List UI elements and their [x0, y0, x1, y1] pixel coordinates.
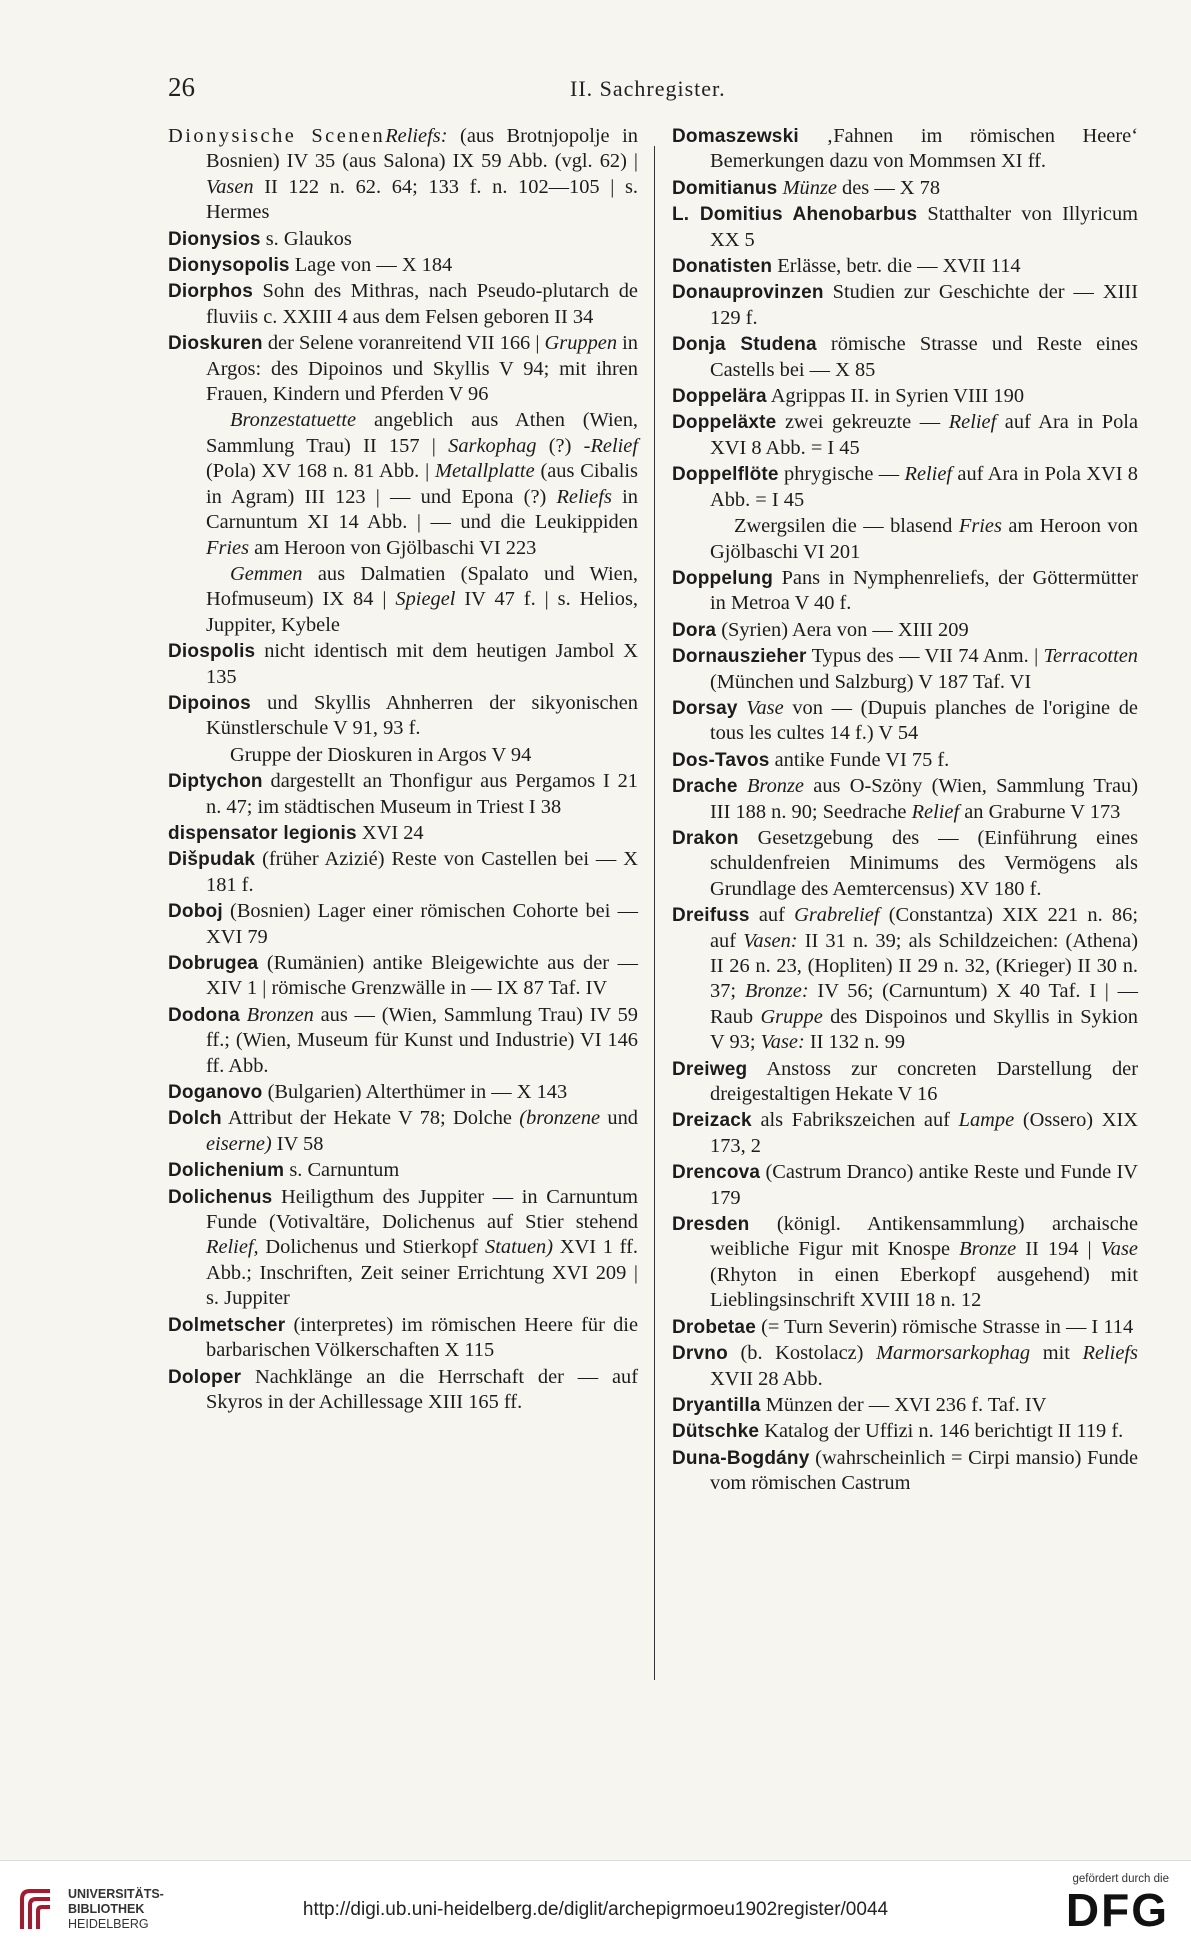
index-entry — [672, 1419, 1138, 1444]
entry-text: II 132 n. 99 — [804, 1031, 906, 1054]
entry-headword: Donauprovinzen — [672, 282, 824, 304]
index-entry — [672, 332, 1138, 383]
entry-text: am Heroon von Gjölbaschi VI 223 — [249, 536, 537, 559]
index-entry — [672, 566, 1138, 617]
index-entry — [672, 176, 1138, 201]
entry-text — [240, 1004, 247, 1026]
entry-headword: Dobrugea — [168, 953, 259, 974]
entry-text: des — X 78 — [836, 176, 941, 199]
entry-text: Erlässe, betr. die — XVII 114 — [772, 255, 1021, 278]
index-entry — [168, 1185, 638, 1312]
entry-text-italic: Münze — [782, 176, 837, 199]
entry-text: II 31 n. 39; als Schildzeichen: (Athena) II 26 n. 23, (Hopliten) II 29 n. 32, (Krieger) II 30 n. 37; — [710, 929, 1139, 1003]
entry-text: Anstoss zur concreten Darstellung der dreigestaltigen Hekate V 16 — [710, 1057, 1138, 1106]
index-entry — [168, 1003, 638, 1079]
entry-text: aus — (Wien, Sammlung Trau) IV 59 ff.; (Wien, Museum für Kunst und Industrie) VI 146 ff. Abb. — [206, 1003, 638, 1077]
entry-headword: Doppelära — [672, 386, 767, 408]
entry-text: phrygische — — [778, 463, 905, 486]
entry-text: Sohn des Mithras, nach Pseudo-plutarch de fluviis c. XXIII 4 aus dem Felsen geboren II 34 — [206, 280, 638, 328]
entry-text: (Bosnien) Lager einer römischen Cohorte bei — XVI 79 — [206, 900, 638, 948]
entry-headword: Drakon — [672, 827, 739, 849]
entry-headword: L. Domitius Ahenobarbus — [672, 204, 918, 226]
index-entry — [672, 384, 1138, 409]
entry-text: (Rhyton in einen Eberkopf ausgehend) mit Lieblingsinschrift XVIII 18 n. 12 — [710, 1263, 1138, 1312]
entry-text: (Bulgarien) Alterthümer in — X 143 — [262, 1081, 568, 1104]
entry-text: XVI 1 ff. Abb.; Inschriften, Zeit seiner Errichtung XVI 209 | s. Juppiter — [206, 1236, 638, 1310]
index-entry — [672, 1315, 1138, 1340]
index-entry — [168, 408, 638, 560]
entry-text-italic: Vasen: — [743, 929, 798, 952]
entry-headword: Diospolis — [168, 641, 256, 663]
entry-headword: Doganovo — [168, 1082, 263, 1104]
entry-text: angeblich aus Athen (Wien, Sammlung Trau) II 157 | — [206, 409, 638, 457]
entry-headword: Dipoinos — [168, 692, 251, 714]
index-entry — [672, 1108, 1138, 1159]
entry-text-italic: Metallplatte — [434, 460, 535, 483]
entry-headword: Dresden — [672, 1214, 750, 1236]
entry-headword: Drobetae — [672, 1316, 756, 1338]
entry-text: IV 58 — [271, 1132, 324, 1155]
entry-text: Katalog der Uffizi n. 146 berichtigt II 119 f. — [759, 1420, 1124, 1443]
entry-text-italic: Gruppen — [544, 332, 618, 355]
entry-text-italic: Sarkophag — [448, 434, 537, 457]
entry-text: Dolichenus und Stierkopf — [258, 1236, 486, 1259]
entry-text: an Graburne V 173 — [959, 800, 1121, 823]
entry-text: (München und Salzburg) V 187 Taf. VI — [710, 670, 1032, 693]
entry-headword: Dreifuss — [672, 905, 750, 927]
entry-text-italic: Reliefs — [556, 485, 612, 508]
entry-text-italic: Bronzen — [246, 1003, 314, 1026]
entry-text: (aus Cibalis in Agram) III 123 | — und Epona (?) — [206, 460, 638, 508]
entry-text: (Constantza) XIX 221 n. 86; auf — [710, 904, 1138, 952]
index-entry — [672, 280, 1138, 331]
index-entry — [672, 462, 1138, 513]
entry-headword: Dreiweg — [672, 1058, 748, 1080]
entry-text: aus O-Szöny (Wien, Sammlung Trau) III 188 n. 90; Seedrache — [710, 775, 1138, 823]
entry-text: Heiligthum des Juppiter — in Carnuntum Funde (Votivaltäre, Dolichenus auf Stier stehend — [206, 1185, 638, 1234]
entry-text: (Pola) XV 168 n. 81 Abb. | — [206, 460, 435, 483]
page-number: 26 — [168, 72, 195, 102]
entry-text: und Skyllis Ahnherren der sikyonischen Künstlerschule V 91, 93 f. — [206, 691, 638, 740]
entry-text: am Heroon von Gjölbaschi VI 201 — [710, 515, 1138, 563]
entry-headword: dispensator legionis — [168, 822, 357, 844]
entry-text: mit — [1030, 1342, 1083, 1365]
index-entry — [168, 1365, 638, 1416]
entry-text: Gruppe der Dioskuren in Argos V 94 — [230, 743, 532, 766]
entry-headword: Drencova — [672, 1162, 761, 1184]
entry-text: (früher Azizié) Reste von Castellen bei — X 181 f. — [206, 848, 638, 896]
entry-text: Gesetzgebung des — (Einführung eines schuldenfreien Minimums des Vermögens als Grundlage des Aemtercensus) XV 180 f. — [710, 826, 1138, 900]
entry-text: in Argos: des Dipoinos und Skyllis V 94; mit ihren Frauen, Kindern und Pferden V 96 — [206, 332, 639, 406]
index-entry — [168, 124, 638, 226]
index-entry — [672, 644, 1138, 695]
index-entry — [168, 279, 638, 330]
index-entry — [168, 1158, 638, 1183]
dfg-logo[interactable]: gefördert durch die DFG — [1065, 1873, 1169, 1936]
entry-text: (Syrien) Aera von — XIII 209 — [716, 618, 969, 641]
entry-text: Nachklänge an die Herrschaft der — auf Skyros in der Achillessage XIII 165 ff. — [206, 1365, 638, 1413]
entry-headword: Dos-Tavos — [672, 749, 770, 771]
entry-headword: Doppelflöte — [672, 464, 779, 486]
entry-text-italic: Bronze: — [744, 980, 809, 1003]
index-entry — [672, 748, 1138, 773]
entry-text-italic: Grabrelief — [794, 904, 880, 927]
index-entry — [672, 618, 1138, 643]
entry-text-italic: Fries — [206, 536, 250, 559]
entry-headword: Dreizack — [672, 1110, 752, 1132]
entry-text: auf Ara in Pola XVI 8 Abb. = I 45 — [710, 411, 1139, 459]
entry-text: als Fabrikszeichen auf — [751, 1109, 959, 1132]
index-entry — [672, 1393, 1138, 1418]
index-entry — [168, 1106, 638, 1157]
index-entry — [672, 1341, 1138, 1392]
entry-text-italic: Marmorsarkophag — [876, 1342, 1031, 1365]
entry-text: (= Turn Severin) römische Strasse in — I 114 — [755, 1315, 1134, 1338]
index-entry — [168, 769, 638, 820]
entry-headword: Domitianus — [672, 177, 778, 199]
entry-headword: Dioskuren — [168, 333, 263, 355]
permalink-url[interactable]: http://digi.ub.uni-heidelberg.de/diglit/archepigrmoeu1902register/0044 — [302, 1899, 889, 1920]
entry-text: IV 56; (Carnuntum) X 40 Taf. I | — Raub — [710, 980, 1139, 1028]
entry-text: XVII 28 Abb. — [710, 1367, 823, 1390]
entry-text: (?) - — [536, 434, 591, 457]
entry-text: II 194 | — [1016, 1238, 1101, 1261]
entry-text-italic: Relief, — [206, 1236, 259, 1259]
library-name: UNIVERSITÄTS- BIBLIOTHEK HEIDELBERG — [68, 1887, 164, 1931]
index-entry — [672, 826, 1138, 902]
entry-headword: Dolichenium — [168, 1160, 285, 1182]
index-entry — [672, 1212, 1138, 1314]
entry-text-italic: Relief — [948, 411, 997, 434]
entry-text: Lage von — X 184 — [289, 254, 453, 277]
entry-headword: Dornauszieher — [672, 646, 807, 668]
entry-text: Statthalter von Illyricum XX 5 — [710, 203, 1138, 251]
entry-text: dargestellt an Thonfigur aus Pergamos I 21 n. 47; im städtischen Museum in Triest I 38 — [206, 770, 638, 818]
entry-headword: Dora — [672, 619, 717, 641]
entry-text: Studien zur Geschichte der — XIII 129 f. — [710, 281, 1138, 329]
index-entry — [672, 1446, 1138, 1497]
entry-text: XVI 24 — [356, 821, 424, 844]
entry-text: (Ossero) XIX 173, 2 — [710, 1109, 1138, 1157]
index-entry — [672, 202, 1138, 253]
entry-text: auf Ara in Pola XVI 8 Abb. = I 45 — [710, 463, 1138, 511]
entry-lead: Dionysische Scenen — [168, 125, 386, 147]
index-entry — [168, 743, 638, 768]
entry-text-italic: Vase: — [760, 1031, 805, 1054]
index-entry — [168, 1080, 638, 1105]
entry-headword: Diptychon — [168, 771, 263, 793]
column-divider — [654, 146, 655, 1680]
entry-text-italic: Spiegel — [395, 588, 456, 611]
index-entry — [672, 254, 1138, 279]
entry-headword: Dorsay — [672, 697, 738, 719]
entry-text: (Castrum Dranco) antike Reste und Funde IV 179 — [710, 1161, 1138, 1209]
index-entry — [168, 821, 638, 846]
entry-text: (b. Kostolacz) — [727, 1342, 877, 1365]
entry-headword: Doppelung — [672, 567, 774, 589]
entry-text: s. Glaukos — [260, 227, 352, 250]
entry-text-italic: Vase — [746, 696, 784, 719]
entry-headword: Doloper — [168, 1366, 242, 1388]
index-entry — [672, 1057, 1138, 1108]
entry-text: (interpretes) im römischen Heere für die barbarischen Völkerschaften X 115 — [206, 1313, 638, 1362]
entry-text: in Carnuntum XI 14 Abb. | — und die Leukippiden — [206, 485, 638, 534]
entry-text: Attribut der Hekate V 78; Dolche — [221, 1107, 520, 1130]
entry-text: II 122 n. 62. 64; 133 f. n. 102—105 | s. Hermes — [206, 175, 638, 224]
entry-text: des Dispoinos und Skyllis in Sykion V 93; — [710, 1005, 1138, 1054]
entry-headword: Drache — [672, 776, 738, 798]
entry-text-italic: Reliefs: — [385, 125, 448, 147]
entry-headword: Donja Studena — [672, 334, 817, 356]
page-header — [0, 72, 1191, 112]
entry-text: Agrippas II. in Syrien VIII 190 — [766, 385, 1025, 408]
entry-headword: Dütschke — [672, 1421, 760, 1443]
index-entry — [672, 903, 1138, 1055]
entry-text: IV 47 f. | s. Helios, Juppiter, Kybele — [206, 588, 638, 636]
index-column-left — [168, 124, 638, 1416]
entry-headword: Dolmetscher — [168, 1314, 286, 1336]
entry-headword: Doppeläxte — [672, 412, 777, 434]
index-entry — [168, 562, 638, 638]
index-entry — [168, 691, 638, 742]
index-entry — [168, 899, 638, 950]
index-entry — [672, 410, 1138, 461]
entry-text: antike Funde VI 75 f. — [769, 748, 950, 771]
entry-headword: Doboj — [168, 901, 223, 923]
entry-text-italic: (bronzene — [519, 1107, 601, 1130]
index-entry — [672, 774, 1138, 825]
entry-headword: Dodona — [168, 1004, 240, 1026]
entry-text: Pans in Nymphenreliefs, der Göttermütter in Metroa V 40 f. — [710, 566, 1138, 615]
running-title: II. Sachregister. — [570, 76, 726, 101]
entry-text-italic: Fries — [958, 515, 1002, 538]
entry-text — [738, 775, 747, 797]
entry-text: Typus des — VII 74 Anm. | — [806, 645, 1044, 668]
entry-text — [738, 697, 747, 719]
entry-text-italic: Relief — [590, 434, 638, 457]
entry-text: der Selene voranreitend VII 166 | — [262, 332, 545, 355]
entry-headword: Dryantilla — [672, 1394, 761, 1416]
entry-text-italic: Bronze — [746, 775, 804, 798]
entry-text: auf — [749, 904, 795, 927]
entry-text-italic: Relief — [904, 463, 953, 486]
entry-text-italic: Terracotten — [1043, 645, 1138, 668]
index-entry — [168, 847, 638, 898]
entry-text: s. Carnuntum — [284, 1159, 400, 1182]
entry-text-italic: Relief — [911, 800, 960, 823]
entry-text-italic: Gemmen — [230, 562, 303, 585]
entry-text-italic: Lampe — [958, 1109, 1015, 1132]
entry-text: Zwergsilen die — blasend — [734, 515, 959, 538]
entry-headword: Drvno — [672, 1343, 728, 1365]
entry-text: (königl. Antikensammlung) archaische weibliche Figur mit Knospe — [710, 1213, 1138, 1261]
index-entry — [168, 639, 638, 690]
index-entry — [672, 696, 1138, 747]
index-entry — [168, 951, 638, 1002]
entry-text: aus Dalmatien (Spalato und Wien, Hofmuseum) IX 84 | — [206, 562, 638, 611]
entry-headword: Dionysopolis — [168, 255, 290, 277]
entry-headword: Duna-Bogdány — [672, 1447, 810, 1469]
entry-text-italic: Bronze — [959, 1238, 1017, 1261]
index-entry — [672, 1160, 1138, 1211]
viewer-footer — [0, 1860, 1191, 1958]
entry-text: römische Strasse und Reste eines Castells bei — X 85 — [710, 333, 1138, 381]
entry-text: (aus Brotnjopolje in Bosnien) IV 35 (aus Salona) IX 59 Abb. (vgl. 62) | — [206, 125, 638, 173]
entry-text-italic: Gruppe — [760, 1005, 823, 1028]
entry-text: (Rumänien) antike Bleigewichte aus der — XIV 1 | römische Grenzwälle in — IX 87 Taf. IV — [206, 952, 638, 1000]
entry-text: Münzen der — XVI 236 f. Taf. IV — [760, 1393, 1047, 1416]
entry-headword: Dolch — [168, 1108, 222, 1130]
index-entry — [168, 1313, 638, 1364]
index-column-right — [672, 124, 1138, 1498]
entry-headword: Domaszewski — [672, 126, 799, 147]
index-entry — [168, 227, 638, 252]
entry-headword: Dionysios — [168, 228, 261, 250]
entry-text-italic: eiserne) — [206, 1132, 272, 1155]
entry-text-italic: Statuen) — [485, 1236, 553, 1259]
entry-text: nicht identisch mit dem heutigen Jambol X 135 — [206, 640, 638, 688]
entry-headword: Diorphos — [168, 281, 253, 303]
entry-headword: Donatisten — [672, 256, 773, 278]
index-entry — [168, 331, 638, 407]
entry-text-italic: Reliefs — [1082, 1342, 1138, 1365]
index-entry — [672, 514, 1138, 565]
entry-text: und — [600, 1107, 638, 1130]
index-entry — [168, 253, 638, 278]
entry-headword: Dolichenus — [168, 1186, 273, 1208]
entry-text-italic: Vasen — [206, 175, 254, 198]
entry-text-italic: Vase — [1100, 1238, 1138, 1261]
entry-text: von — (Dupuis planches de l'origine de tous les cultes 14 f.) V 54 — [710, 696, 1138, 745]
entry-text-italic: Bronzestatuette — [230, 409, 357, 432]
entry-text: ‚Fahnen im römischen Heere‘ Bemerkungen dazu von Mommsen XI ff. — [710, 125, 1138, 173]
entry-headword: Dišpudak — [168, 849, 256, 871]
entry-text: zwei gekreuzte — — [776, 411, 949, 434]
entry-text: (wahrscheinlich = Cirpi mansio) Funde vom römischen Castrum — [710, 1446, 1138, 1495]
index-entry — [672, 124, 1138, 175]
